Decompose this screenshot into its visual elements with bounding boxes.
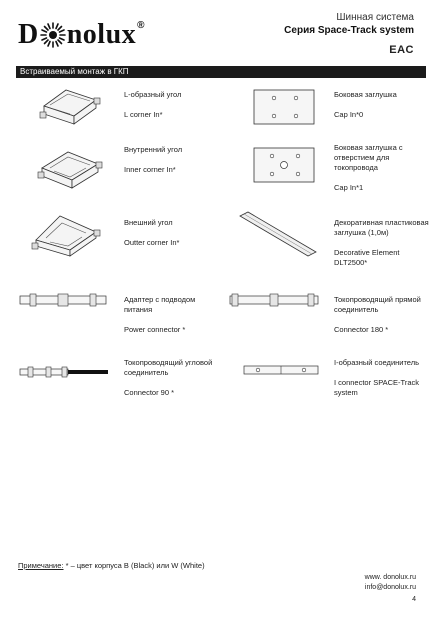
item-name-en: Inner corner In*: [124, 165, 176, 174]
item-cap: [334, 90, 397, 120]
registered-mark: ®: [137, 19, 146, 31]
eac-mark: EAC: [389, 44, 414, 56]
section-band-label: Встраиваемый монтаж в ГКП: [20, 67, 129, 76]
connector-180-image: [228, 292, 320, 308]
item-name-ru: Боковая заглушка: [334, 90, 397, 99]
item-power-connector: [124, 295, 195, 335]
page-number: 4: [412, 596, 416, 603]
item-cap-hole: [334, 143, 403, 193]
item-connector-90: [124, 358, 212, 398]
item-name-en: L corner In*: [124, 110, 163, 119]
item-connector-180: [334, 295, 421, 335]
item-name-ru: токопровода: [334, 163, 378, 172]
sun-icon: [40, 22, 66, 48]
item-name-ru: I-образный соединитель: [334, 358, 420, 367]
item-name-en: system: [334, 388, 358, 397]
item-name-en: Connector 180 *: [334, 325, 389, 334]
system-title: Шинная система: [336, 12, 414, 23]
footnote-label: Примечание:: [18, 561, 64, 570]
item-name-ru: Боковая заглушка с: [334, 143, 403, 152]
inner-corner-image: [36, 144, 104, 192]
item-name-ru: Адаптер с подводом: [124, 295, 196, 304]
item-name-en: Cap In*1: [334, 183, 364, 192]
i-connector-image: [242, 362, 320, 378]
footnote-text: * – цвет корпуса B (Black) или W (White): [63, 561, 205, 570]
email-link[interactable]: info@donolux.ru: [364, 584, 416, 591]
section-band: [16, 66, 426, 78]
item-name-ru: соединитель: [334, 305, 379, 314]
item-name-ru: заглушка (1,0м): [334, 228, 389, 237]
footnote: [18, 561, 205, 570]
logo-text: nolux: [66, 19, 137, 50]
l-corner-image: [36, 84, 104, 130]
item-name-ru: отверстием для: [334, 153, 390, 162]
item-name-en: Cap In*0: [334, 110, 364, 119]
item-name-en: DLT2500*: [334, 258, 368, 267]
item-name-en: I connector SPACE-Track: [334, 378, 420, 387]
item-name-ru: Декоративная пластиковая: [334, 218, 429, 227]
power-connector-image: [18, 292, 108, 308]
series-title: Серия Space-Track system: [284, 25, 414, 36]
item-name-ru: Токопроводящий прямой: [334, 295, 421, 304]
decorative-element-image: [236, 210, 320, 260]
item-outer-corner: [124, 218, 179, 248]
item-name-ru: L-образный угол: [124, 90, 182, 99]
item-name-ru: питания: [124, 305, 153, 314]
cap-image: [252, 86, 316, 128]
item-name-en: Connector 90 *: [124, 388, 175, 397]
item-name-en: Outter corner In*: [124, 238, 180, 247]
item-name-ru: Внешний угол: [124, 218, 173, 227]
item-l-corner: [124, 90, 181, 120]
logo-letter-d: D: [18, 19, 39, 50]
item-name-ru: Внутренний угол: [124, 145, 183, 154]
header-titles: [284, 12, 414, 36]
item-name-en: Power connector *: [124, 325, 186, 334]
item-inner-corner: [124, 145, 182, 175]
item-i-connector: [334, 358, 419, 398]
outer-corner-image: [30, 210, 104, 260]
cap-hole-image: [252, 144, 316, 186]
brand-logo: [18, 18, 145, 52]
connector-90-image: [18, 364, 112, 380]
item-name-ru: соединитель: [124, 368, 169, 377]
item-name-en: Decorative Element: [334, 248, 400, 257]
item-decorative: [334, 218, 429, 268]
contacts: [365, 573, 416, 593]
item-name-ru: Токопроводящий угловой: [124, 358, 213, 367]
website-link[interactable]: www. donolux.ru: [364, 574, 416, 581]
